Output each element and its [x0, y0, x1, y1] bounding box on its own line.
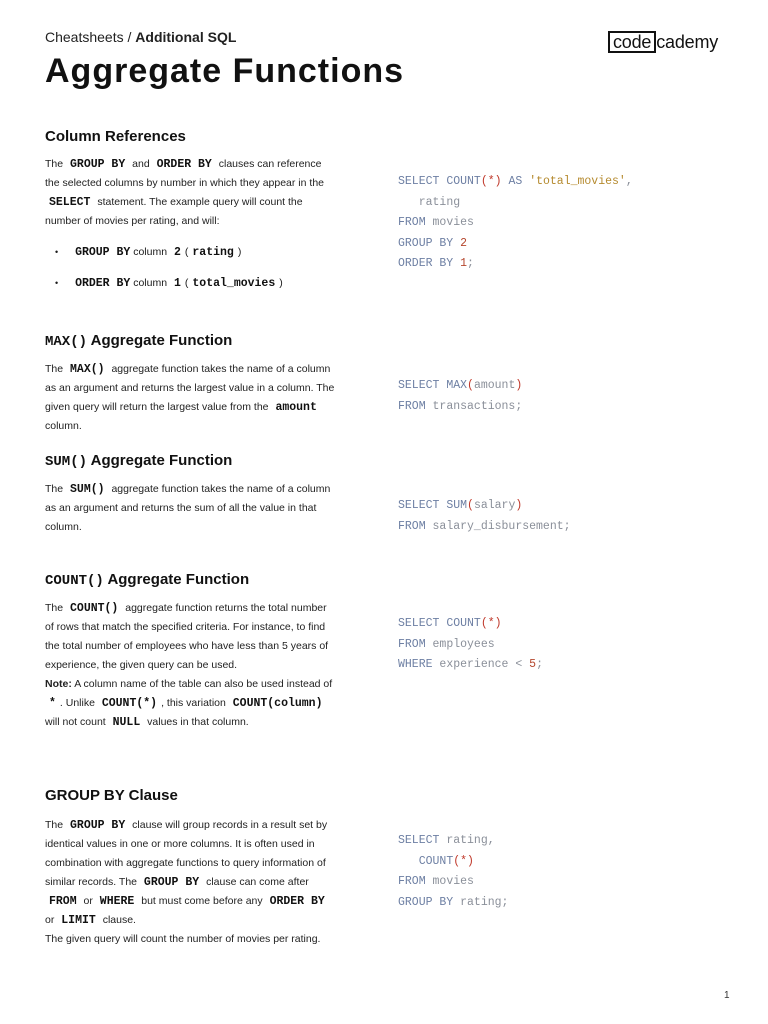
code-keyword: SELECT [398, 499, 440, 512]
inline-code: SELECT [49, 196, 91, 209]
inline-code: GROUP BY [70, 819, 126, 832]
inline-code: MAX() [70, 363, 105, 376]
text: aggregate function takes the name of a column as an argument and returns the sum of all the value in that column. [45, 483, 331, 533]
inline-code: 2 [174, 246, 181, 259]
note-paragraph [45, 675, 335, 732]
breadcrumb-current: Additional SQL [135, 29, 237, 45]
code-block-column-references [398, 172, 633, 275]
code-number: 1 [460, 257, 468, 270]
text: column. [45, 420, 82, 432]
heading-text: Aggregate Function [107, 571, 250, 588]
section-count [45, 571, 335, 732]
code-paren: ( [480, 617, 488, 630]
text: . Unlike [59, 697, 95, 709]
inline-code: COUNT(column) [232, 697, 323, 710]
inline-code: GROUP BY [75, 246, 131, 259]
text: clauses can reference the selected columns by number in which they appear in the [45, 158, 324, 189]
code-keyword: FROM [398, 875, 426, 888]
code-star: * [487, 175, 495, 188]
text: ) [237, 246, 242, 258]
section-heading [45, 332, 335, 350]
code-paren: ) [494, 617, 502, 630]
code-keyword: WHERE [398, 658, 433, 671]
text: ( [184, 246, 189, 258]
breadcrumb-separator: / [127, 29, 132, 45]
text: clause. [102, 914, 136, 926]
code-block-count [398, 614, 543, 676]
code-text: amount [473, 379, 516, 392]
inline-code: GROUP BY [70, 158, 126, 171]
text: aggregate function returns the total number of rows that match the specified criteria. For instance, to find the total number of employees who have less than 5 years of experience, the given query can be used. [45, 602, 329, 671]
section-sum [45, 452, 335, 537]
section-paragraph: The given query will count the number of movies per rating. [45, 933, 321, 945]
code-function: COUNT [446, 617, 481, 630]
text: and [132, 158, 150, 170]
code-block-group-by [398, 831, 508, 913]
code-star: * [460, 854, 468, 868]
code-paren: ) [467, 854, 474, 868]
list-item [45, 237, 335, 268]
inline-code: COUNT(*) [101, 697, 158, 710]
code-paren: ) [515, 499, 523, 512]
text: , this variation [161, 697, 226, 709]
inline-code: GROUP BY [143, 876, 200, 889]
text: A column name of the table can also be used instead of [74, 678, 333, 690]
inline-code: 1 [174, 277, 181, 290]
section-paragraph [45, 360, 335, 436]
page-title: Aggregate Functions [45, 52, 405, 90]
code-text: employees [432, 637, 495, 651]
section-heading: GROUP BY Clause [45, 787, 178, 804]
code-paren: ( [453, 854, 461, 868]
code-text: salary_disbursement; [432, 519, 571, 533]
text: ) [279, 277, 283, 289]
text: statement. The example query will count the number of movies per rating, and will: [45, 196, 303, 227]
heading-text: Aggregate Function [90, 452, 233, 469]
code-text: salary [473, 499, 516, 512]
code-text: rating; [460, 895, 509, 909]
section-heading [45, 571, 335, 589]
code-function: SUM [446, 499, 468, 512]
code-keyword: ORDER BY [398, 257, 454, 270]
inline-code: ORDER BY [156, 158, 212, 171]
code-keyword: GROUP BY [398, 895, 454, 909]
inline-code: WHERE [99, 895, 135, 908]
text: values in that column. [147, 716, 249, 728]
code-paren: ( [467, 499, 474, 512]
codecademy-logo[interactable] [608, 31, 718, 53]
text: The [45, 483, 64, 495]
code-star: * [487, 617, 495, 630]
code-paren: ) [515, 379, 523, 392]
list-item [45, 268, 335, 299]
inline-code: ORDER BY [75, 277, 131, 290]
text: will not count [45, 716, 106, 728]
code-keyword: SELECT [398, 617, 440, 630]
text: clause will group records in a result set by identical values in one or more columns. It is often used in combination with aggregate functions to query information of similar records. The [45, 819, 328, 888]
code-text: ; [467, 257, 474, 270]
section-paragraph [45, 599, 335, 675]
code-number: 2 [460, 236, 468, 250]
code-function: COUNT [446, 175, 481, 188]
code-string: 'total_movies' [529, 175, 626, 188]
text: ( [184, 277, 189, 289]
code-text: rating, [446, 834, 495, 847]
bullet-list [45, 237, 335, 299]
text: aggregate function takes the name of a column as an argument and returns the largest value in a column. The given query will return the largest value from the [45, 363, 335, 413]
code-paren: ( [480, 175, 488, 188]
code-keyword: FROM [398, 399, 426, 413]
code-text: transactions; [432, 399, 523, 413]
code-block-sum [398, 496, 571, 537]
inline-code: * [49, 697, 56, 710]
code-keyword: SELECT [398, 834, 440, 847]
section-max [45, 332, 335, 436]
code-text: movies [432, 875, 474, 888]
heading-code: MAX() [45, 334, 88, 350]
section-paragraph [45, 155, 335, 231]
logo-left: code [608, 31, 656, 53]
code-paren: ) [494, 175, 502, 188]
section-heading: Column References [45, 128, 186, 145]
text: or [83, 895, 93, 907]
code-keyword: FROM [398, 216, 426, 229]
code-keyword: SELECT [398, 175, 440, 188]
code-text: experience < [439, 658, 523, 671]
code-function: COUNT [418, 854, 454, 868]
code-text: movies [432, 216, 474, 229]
section-heading [45, 452, 335, 470]
breadcrumb [45, 29, 236, 45]
inline-code: FROM [49, 895, 77, 908]
section-paragraph [45, 816, 335, 930]
heading-code: COUNT() [45, 573, 104, 589]
note-label: Note: [45, 678, 72, 690]
code-text: , [625, 175, 633, 188]
logo-right: cademy [656, 32, 719, 52]
code-keyword: FROM [398, 519, 426, 533]
inline-code: rating [192, 246, 234, 259]
section-group-by [45, 787, 335, 949]
inline-code: COUNT() [70, 602, 119, 615]
page-number: 1 [724, 990, 730, 1001]
code-keyword: SELECT [398, 379, 440, 392]
inline-code: amount [275, 401, 317, 414]
code-paren: ( [467, 379, 474, 392]
text: The [45, 363, 64, 375]
breadcrumb-parent[interactable]: Cheatsheets [45, 29, 124, 45]
code-function: MAX [446, 379, 468, 392]
code-keyword: AS [508, 175, 523, 188]
code-number: 5 [529, 658, 537, 671]
heading-text: Aggregate Function [90, 332, 233, 349]
text: The [45, 819, 64, 831]
heading-code: SUM() [45, 454, 88, 470]
text: clause can come after [206, 876, 309, 888]
text: column [133, 246, 168, 258]
text: but must come before any [141, 895, 263, 907]
inline-code: LIMIT [61, 914, 96, 927]
section-paragraph [45, 480, 335, 537]
code-keyword: FROM [398, 637, 426, 651]
section-column-references [45, 128, 335, 299]
text: The [45, 602, 64, 614]
inline-code: ORDER BY [269, 895, 325, 908]
code-text: ; [536, 658, 543, 671]
code-block-max [398, 376, 522, 417]
text: The [45, 158, 64, 170]
inline-code: total_movies [192, 277, 276, 290]
text: or [45, 914, 55, 926]
code-keyword: GROUP BY [398, 236, 454, 250]
code-text: rating [418, 195, 461, 209]
inline-code: NULL [112, 716, 141, 729]
inline-code: SUM() [70, 483, 105, 496]
text: column [133, 277, 168, 289]
